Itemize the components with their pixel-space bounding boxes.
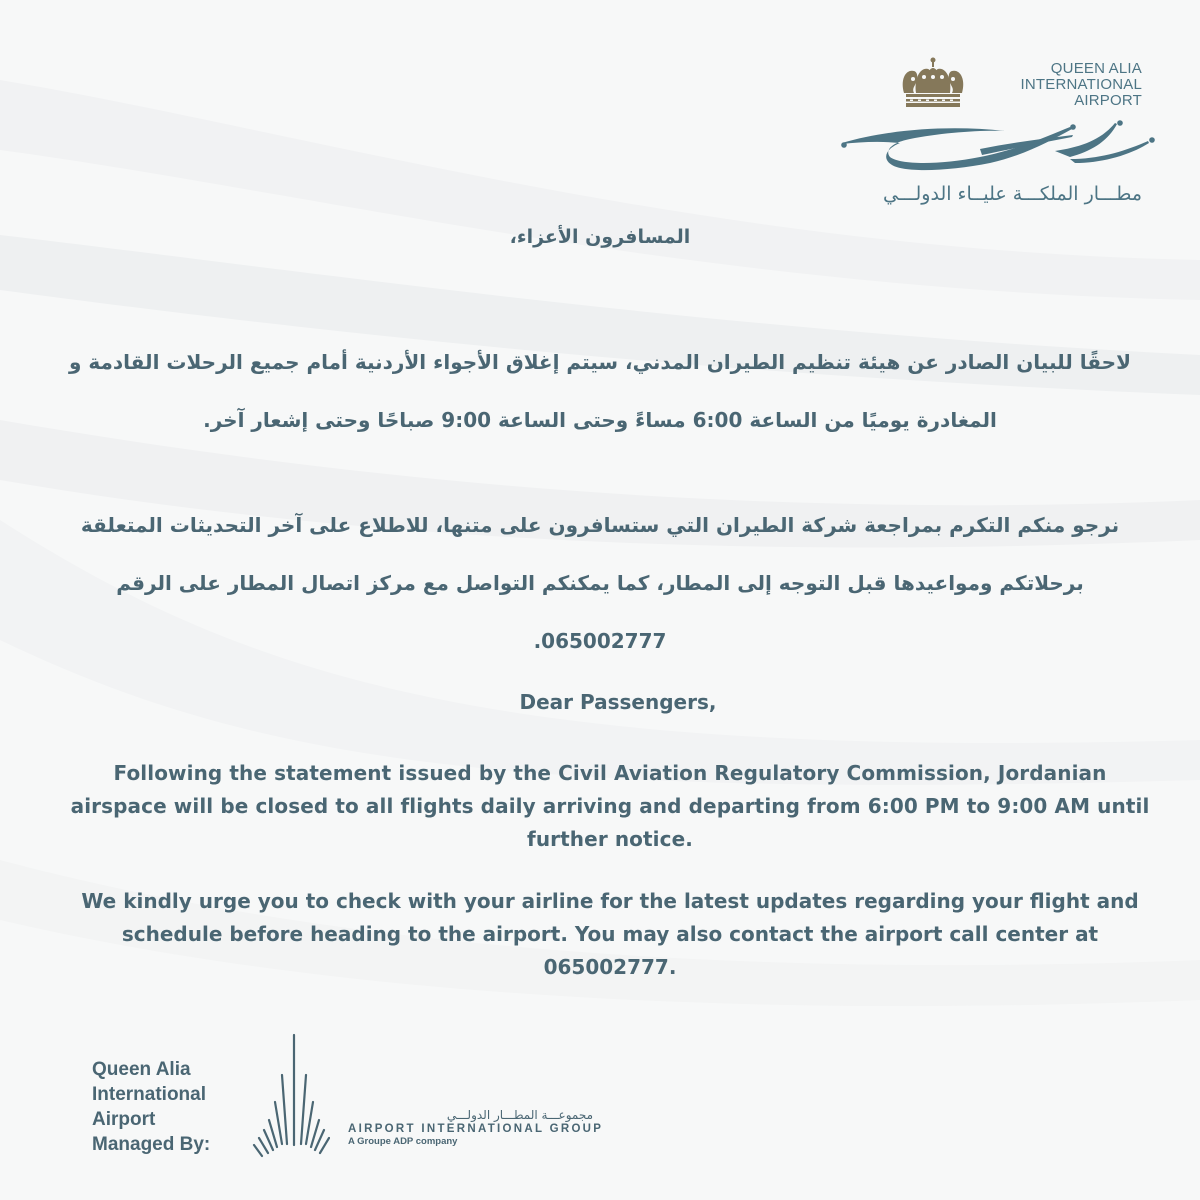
managed-by-label: Queen Alia International Airport Managed By: (92, 1059, 211, 1155)
arabic-paragraph-contact: نرجو منكم التكرم بمراجعة شركة الطيران التي ستسافرون على متنها، للاطلاع على آخر التحديثات المتعلقة برحلاتكم ومواعيدها قبل التوجه إلى المطار، كما يمكنكم التواصل مع مركز اتصال المطار على الرقم 065002777. (80, 513, 1120, 653)
aig-logo-text (348, 1108, 603, 1147)
english-greeting: Dear Passengers, (519, 690, 717, 714)
aig-tagline: A Groupe ADP company (348, 1136, 458, 1147)
airport-name-en: QUEEN ALIA INTERNATIONAL AIRPORT (1020, 60, 1142, 109)
english-paragraph-contact: We kindly urge you to check with your airline for the latest updates regarding your flight and schedule before heading to the airport. You may also contact the airport call center at 065002777. (81, 889, 1139, 979)
airport-swirl-icon (830, 113, 1160, 173)
arabic-paragraph-closure: لاحقًا للبيان الصادر عن هيئة تنظيم الطيران المدني، سيتم إغلاق الأجواء الأردنية أمام جميع الرحلات القادمة و المغادرة يوميًا من الساعة 6:00 مساءً وحتى الساعة 9:00 صباحًا وحتى إشعار آخر. (68, 350, 1131, 432)
aig-name-en: AIRPORT INTERNATIONAL GROUP (348, 1123, 604, 1135)
english-paragraph-closure: Following the statement issued by the Civil Aviation Regulatory Commission, Jordanian airspace will be closed to all flights daily arriving and departing from 6:00 PM to 9:00 AM until further notice. (70, 761, 1150, 851)
aig-name-ar: مجموعـــة المطـــار الدولـــي (446, 1108, 593, 1122)
airport-logo (830, 55, 1160, 215)
airport-name-ar: مطـــار الملكـــة عليــاء الدولـــي (882, 183, 1142, 205)
arabic-greeting: المسافرون الأعزاء، (509, 226, 691, 248)
crown-icon (898, 57, 968, 109)
aig-rays-icon (250, 1030, 330, 1160)
